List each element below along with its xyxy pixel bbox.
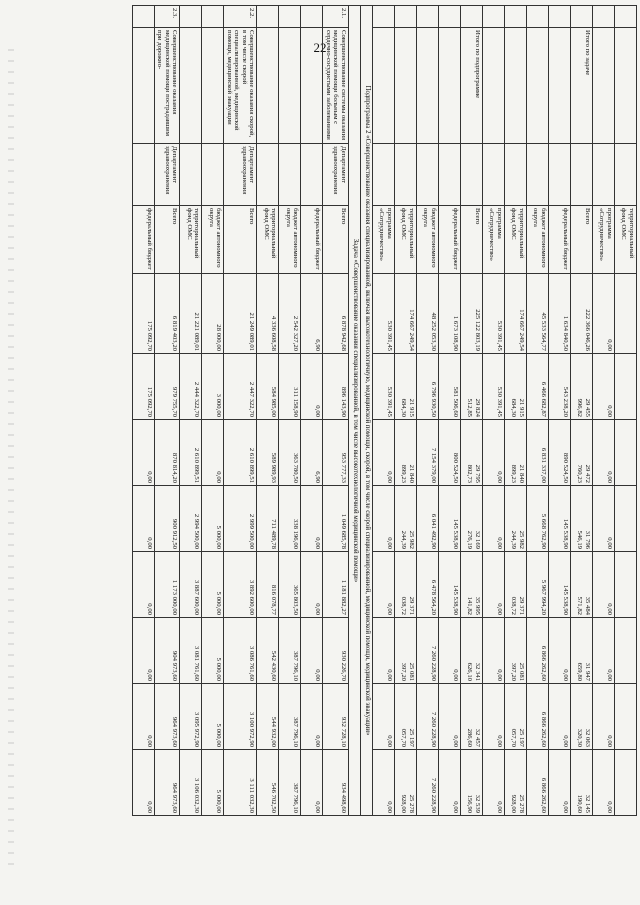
amount-cell: 3 111 032,30 <box>224 750 257 816</box>
amount-cell: 5 000,00 <box>202 486 224 552</box>
table-row <box>417 6 439 816</box>
amount-cell: 589 989,93 <box>257 420 279 486</box>
row-name-cell <box>279 28 301 144</box>
amount-cell: 29 795 802,73 <box>461 420 483 486</box>
amount-cell: 7 260 228,90 <box>417 684 439 750</box>
funding-source-cell: Всего <box>571 206 593 274</box>
table-row <box>257 6 279 816</box>
amount-cell: 964 973,60 <box>155 750 181 816</box>
row-name-cell <box>439 28 461 144</box>
amount-cell: 0,00 <box>439 684 461 750</box>
amount-cell: 0,00 <box>373 750 395 816</box>
executor-cell <box>527 144 549 206</box>
row-name-cell <box>180 28 202 144</box>
amount-cell: 28 000,00 <box>202 274 224 354</box>
rotated-table-sheet <box>101 5 637 815</box>
executor-cell <box>279 144 301 206</box>
row-number-cell <box>180 6 202 28</box>
amount-cell: 5 000,00 <box>202 750 224 816</box>
amount-cell: 145 538,90 <box>549 552 571 618</box>
amount-cell: 25 982 244,39 <box>505 486 527 552</box>
amount-cell: 4 336 608,58 <box>257 274 279 354</box>
row-number-cell <box>301 6 323 28</box>
amount-cell: 543 238,20 <box>549 354 571 420</box>
amount-cell: 29 472 760,23 <box>571 420 593 486</box>
amount-cell: 45 533 564,77 <box>527 274 549 354</box>
table-row <box>527 6 549 816</box>
amount-cell: 225 122 803,19 <box>461 274 483 354</box>
amount-cell: 0,00 <box>593 552 615 618</box>
row-name-cell <box>373 28 395 144</box>
row-number-cell: 2.1. <box>323 6 349 28</box>
amount-cell: 904 973,60 <box>155 618 181 684</box>
row-number-cell <box>571 6 593 28</box>
funding-source-cell: программа «Сотрудничество» <box>373 206 395 274</box>
row-name-cell <box>549 28 571 144</box>
amount-cell: 0,00 <box>133 486 155 552</box>
amount-cell: 0,00 <box>593 354 615 420</box>
row-number-cell <box>439 6 461 28</box>
amount-cell: 3 000,00 <box>202 354 224 420</box>
amount-cell: 5 000,00 <box>202 618 224 684</box>
table-row <box>224 6 257 816</box>
amount-cell: 800 524,50 <box>439 420 461 486</box>
row-number-cell <box>417 6 439 28</box>
funding-source-cell: программа «Сотрудничество» <box>483 206 505 274</box>
funding-source-cell: федеральный бюджет <box>301 206 323 274</box>
amount-cell <box>615 486 637 552</box>
amount-cell: 0,00 <box>483 750 505 816</box>
amount-cell: 32 457 286,60 <box>461 684 483 750</box>
amount-cell: 363 780,50 <box>279 420 301 486</box>
amount-cell: 32 539 156,90 <box>461 750 483 816</box>
executor-cell <box>301 144 323 206</box>
funding-source-cell: бюджет автономного округа <box>527 206 549 274</box>
table-row <box>395 6 417 816</box>
amount-cell: 0,00 <box>593 684 615 750</box>
row-number-cell <box>202 6 224 28</box>
amount-cell <box>615 274 637 354</box>
table-row <box>505 6 527 816</box>
amount-cell: 1 673 108,90 <box>439 274 461 354</box>
amount-cell: 32 145 190,60 <box>571 750 593 816</box>
row-number-cell <box>593 6 615 28</box>
row-name-cell <box>133 28 155 144</box>
executor-cell <box>202 144 224 206</box>
amount-cell: 25 982 244,39 <box>395 486 417 552</box>
amount-cell: 0,00 <box>373 618 395 684</box>
funding-source-cell: федеральный бюджет <box>439 206 461 274</box>
amount-cell: 25 278 928,00 <box>505 750 527 816</box>
amount-cell: 6,90 <box>301 274 323 354</box>
funding-source-cell: территориальный фонд ОМС <box>615 206 637 274</box>
amount-cell: 890 524,50 <box>549 420 571 486</box>
amount-cell: 542 430,60 <box>257 618 279 684</box>
executor-cell <box>133 144 155 206</box>
amount-cell: 2 994 500,00 <box>180 486 202 552</box>
row-name-cell <box>202 28 224 144</box>
table-row <box>549 6 571 816</box>
amount-cell: 48 252 053,30 <box>417 274 439 354</box>
amount-cell: 0,00 <box>593 420 615 486</box>
amount-cell: 6 831 337,00 <box>527 420 549 486</box>
row-number-cell <box>395 6 417 28</box>
table-row <box>323 6 349 816</box>
funding-source-cell: Всего <box>323 206 349 274</box>
table-row <box>373 6 395 816</box>
amount-cell <box>615 354 637 420</box>
executor-cell: Департамент здравоохранения <box>323 144 349 206</box>
amount-cell: 0,00 <box>301 684 323 750</box>
table-row <box>593 6 615 816</box>
row-name-cell: Итого по задаче <box>571 28 593 144</box>
row-name-cell <box>257 28 279 144</box>
amount-cell: 29 371 038,72 <box>505 552 527 618</box>
executor-cell <box>257 144 279 206</box>
amount-cell: 3 106 032,30 <box>180 750 202 816</box>
amount-cell: 29 455 996,82 <box>571 354 593 420</box>
row-name-cell <box>527 28 549 144</box>
amount-cell: 35 484 571,82 <box>571 552 593 618</box>
amount-cell: 6 041 492,90 <box>417 486 439 552</box>
amount-cell: 0,00 <box>549 684 571 750</box>
amount-cell: 0,00 <box>483 420 505 486</box>
amount-cell: 7 154 379,00 <box>417 420 439 486</box>
amount-cell: 2 610 899,51 <box>224 420 257 486</box>
amount-cell: 32 341 626,10 <box>461 618 483 684</box>
row-name-cell <box>593 28 615 144</box>
amount-cell: 31 947 659,80 <box>571 618 593 684</box>
amount-cell: 6,90 <box>301 420 323 486</box>
amount-cell: 0,00 <box>133 552 155 618</box>
amount-cell: 0,00 <box>373 420 395 486</box>
amount-cell <box>615 420 637 486</box>
amount-cell: 25 197 057,70 <box>505 684 527 750</box>
amount-cell <box>615 684 637 750</box>
amount-cell: 3 100 972,90 <box>224 684 257 750</box>
amount-cell: 311 158,90 <box>279 354 301 420</box>
funding-source-cell: Всего <box>224 206 257 274</box>
amount-cell: 174 667 249,54 <box>395 274 417 354</box>
amount-cell: 0,00 <box>133 750 155 816</box>
amount-cell: 530 391,45 <box>373 274 395 354</box>
amount-cell: 175 092,70 <box>133 274 155 354</box>
amount-cell: 0,00 <box>593 274 615 354</box>
amount-cell: 0,00 <box>301 354 323 420</box>
amount-cell: 5 000,00 <box>202 552 224 618</box>
amount-cell: 0,00 <box>301 750 323 816</box>
amount-cell: 21 915 684,30 <box>395 354 417 420</box>
executor-cell <box>417 144 439 206</box>
row-number-cell <box>461 6 483 28</box>
row-number-cell <box>549 6 571 28</box>
row-name-cell <box>395 28 417 144</box>
table-row <box>180 6 202 816</box>
amount-cell: 979 755,70 <box>155 354 181 420</box>
table-row <box>461 6 483 816</box>
amount-cell: 546 702,50 <box>257 750 279 816</box>
row-name-cell: Итого по подпрограмме <box>461 28 483 144</box>
executor-cell <box>571 144 593 206</box>
amount-cell: 145 538,90 <box>439 486 461 552</box>
amount-cell: 1 049 685,78 <box>323 486 349 552</box>
row-name-cell: Совершенствование оказания медицинской помощи пострадавшим при дорожно- <box>155 28 181 144</box>
executor-cell <box>549 144 571 206</box>
amount-cell: 0,00 <box>593 750 615 816</box>
row-number-cell <box>279 6 301 28</box>
table-row <box>615 6 637 816</box>
executor-cell <box>180 144 202 206</box>
amount-cell: 1 181 882,27 <box>323 552 349 618</box>
executor-cell <box>593 144 615 206</box>
amount-cell: 21 249 089,01 <box>224 274 257 354</box>
amount-cell: 932 728,10 <box>323 684 349 750</box>
table-row <box>133 6 155 816</box>
funding-source-cell: программа «Сотрудничество» <box>593 206 615 274</box>
amount-cell: 0,00 <box>373 684 395 750</box>
amount-cell: 6 478 564,20 <box>417 552 439 618</box>
section-banner-row <box>361 6 373 816</box>
table-row <box>202 6 224 816</box>
amount-cell: 3 887 600,00 <box>180 552 202 618</box>
row-name-cell <box>615 28 637 144</box>
amount-cell <box>615 552 637 618</box>
amount-cell: 0,00 <box>202 420 224 486</box>
amount-cell: 0,00 <box>373 552 395 618</box>
amount-cell: 6 866 262,60 <box>527 618 549 684</box>
amount-cell: 6 866 262,60 <box>527 750 549 816</box>
executor-cell <box>483 144 505 206</box>
amount-cell: 0,00 <box>439 750 461 816</box>
executor-cell <box>505 144 527 206</box>
row-number-cell: 2.3. <box>155 6 181 28</box>
amount-cell: 3 095 972,90 <box>180 684 202 750</box>
row-number-cell <box>505 6 527 28</box>
table-row <box>279 6 301 816</box>
section-banner: Подпрограмма 2 «Совершенствование оказания специализированной, включая высокотехнологичную, медицинской помощи, скорой, в том числе скорой специализированной, медицинской помощи, медицинской эвакуации» <box>361 6 373 816</box>
amount-cell: 0,00 <box>439 618 461 684</box>
amount-cell: 2 542 327,20 <box>279 274 301 354</box>
amount-cell: 6 796 930,50 <box>417 354 439 420</box>
table-row <box>155 6 181 816</box>
row-number-cell <box>615 6 637 28</box>
amount-cell: 0,00 <box>301 486 323 552</box>
table-row <box>483 6 505 816</box>
amount-cell: 387 796,10 <box>279 684 301 750</box>
funding-source-cell: территориальный фонд ОМС <box>257 206 279 274</box>
amount-cell: 25 278 928,00 <box>395 750 417 816</box>
amount-cell: 0,00 <box>549 750 571 816</box>
page-number: 22 <box>313 40 327 55</box>
amount-cell: 584 985,00 <box>257 354 279 420</box>
amount-cell: 21 915 684,30 <box>505 354 527 420</box>
funding-source-cell: бюджет автономного округа <box>202 206 224 274</box>
amount-cell: 5 000,00 <box>202 684 224 750</box>
funding-source-cell: бюджет автономного округа <box>417 206 439 274</box>
amount-cell: 35 995 141,82 <box>461 552 483 618</box>
row-name-cell <box>301 28 323 144</box>
amount-cell: 6 866 262,60 <box>527 684 549 750</box>
budget-table <box>132 5 637 816</box>
amount-cell: 25 197 057,70 <box>395 684 417 750</box>
amount-cell: 145 538,90 <box>549 486 571 552</box>
row-number-cell: 2.2. <box>224 6 257 28</box>
funding-source-cell: территориальный фонд ОМС <box>505 206 527 274</box>
amount-cell: 6 819 403,20 <box>155 274 181 354</box>
row-name-cell <box>505 28 527 144</box>
executor-cell <box>395 144 417 206</box>
amount-cell: 174 667 249,54 <box>505 274 527 354</box>
funding-source-cell: Всего <box>461 206 483 274</box>
amount-cell: 0,00 <box>133 684 155 750</box>
amount-cell: 7 260 228,90 <box>417 618 439 684</box>
amount-cell: 581 506,60 <box>439 354 461 420</box>
scan-margin-marks <box>8 40 14 870</box>
amount-cell: 25 081 397,20 <box>395 618 417 684</box>
amount-cell: 32 169 276,19 <box>461 486 483 552</box>
amount-cell <box>615 618 637 684</box>
amount-cell <box>615 750 637 816</box>
amount-cell: 7 260 228,90 <box>417 750 439 816</box>
table-row <box>571 6 593 816</box>
amount-cell: 6 466 682,87 <box>527 354 549 420</box>
amount-cell: 222 366 046,26 <box>571 274 593 354</box>
executor-cell <box>461 144 483 206</box>
table-row <box>301 6 323 816</box>
funding-source-cell: Всего <box>155 206 181 274</box>
amount-cell: 0,00 <box>373 486 395 552</box>
funding-source-cell: территориальный фонд ОМС <box>180 206 202 274</box>
amount-cell: 0,00 <box>301 552 323 618</box>
amount-cell: 31 796 546,19 <box>571 486 593 552</box>
amount-cell: 0,00 <box>549 618 571 684</box>
amount-cell: 0,00 <box>133 420 155 486</box>
amount-cell: 896 143,90 <box>323 354 349 420</box>
table-row <box>439 6 461 816</box>
executor-cell <box>373 144 395 206</box>
amount-cell: 6 878 942,68 <box>323 274 349 354</box>
amount-cell: 1 634 840,50 <box>549 274 571 354</box>
amount-cell: 530 391,45 <box>483 274 505 354</box>
amount-cell: 530 391,45 <box>373 354 395 420</box>
amount-cell: 870 814,20 <box>155 420 181 486</box>
row-number-cell <box>527 6 549 28</box>
amount-cell: 0,00 <box>483 486 505 552</box>
amount-cell: 25 081 397,20 <box>505 618 527 684</box>
funding-source-cell: федеральный бюджет <box>549 206 571 274</box>
row-name-cell <box>417 28 439 144</box>
amount-cell: 930 226,70 <box>323 618 349 684</box>
row-name-cell <box>483 28 505 144</box>
amount-cell: 3 081 761,60 <box>180 618 202 684</box>
row-number-cell <box>373 6 395 28</box>
amount-cell: 900 912,50 <box>155 486 181 552</box>
executor-cell <box>439 144 461 206</box>
amount-cell: 0,00 <box>301 618 323 684</box>
amount-cell: 5 668 762,90 <box>527 486 549 552</box>
amount-cell: 145 538,90 <box>439 552 461 618</box>
amount-cell: 530 391,45 <box>483 354 505 420</box>
amount-cell: 2 444 322,70 <box>180 354 202 420</box>
row-name-cell: Совершенствование системы оказания медицинской помощи больным с сердечно-сосудистыми заболеваниями <box>323 28 349 144</box>
amount-cell: 338 196,00 <box>279 486 301 552</box>
amount-cell: 387 796,10 <box>279 618 301 684</box>
amount-cell: 365 803,50 <box>279 552 301 618</box>
amount-cell: 1 173 000,00 <box>155 552 181 618</box>
amount-cell: 2 610 899,51 <box>180 420 202 486</box>
amount-cell: 0,00 <box>133 618 155 684</box>
amount-cell: 21 840 899,23 <box>395 420 417 486</box>
amount-cell: 964 973,60 <box>155 684 181 750</box>
amount-cell: 21 221 089,01 <box>180 274 202 354</box>
amount-cell: 5 967 994,20 <box>527 552 549 618</box>
amount-cell: 953 777,33 <box>323 420 349 486</box>
amount-cell: 29 824 512,85 <box>461 354 483 420</box>
section-banner: Задача «Совершенствование оказания специализированной, в том числе высокотехнологичной медицинской помощи» <box>349 6 361 816</box>
executor-cell <box>615 144 637 206</box>
amount-cell: 544 932,00 <box>257 684 279 750</box>
amount-cell: 0,00 <box>483 618 505 684</box>
amount-cell: 3 892 600,00 <box>224 552 257 618</box>
amount-cell: 0,00 <box>483 684 505 750</box>
row-number-cell <box>133 6 155 28</box>
amount-cell: 29 371 038,72 <box>395 552 417 618</box>
amount-cell: 816 078,77 <box>257 552 279 618</box>
amount-cell: 175 092,70 <box>133 354 155 420</box>
amount-cell: 934 498,60 <box>323 750 349 816</box>
amount-cell: 387 796,10 <box>279 750 301 816</box>
amount-cell: 0,00 <box>593 618 615 684</box>
amount-cell: 2 999 500,00 <box>224 486 257 552</box>
amount-cell: 21 840 899,23 <box>505 420 527 486</box>
executor-cell: Департамент здравоохранения <box>224 144 257 206</box>
amount-cell: 0,00 <box>483 552 505 618</box>
amount-cell: 0,00 <box>593 486 615 552</box>
executor-cell: Департамент здравоохранения <box>155 144 181 206</box>
funding-source-cell: территориальный фонд ОМС <box>395 206 417 274</box>
amount-cell: 711 489,78 <box>257 486 279 552</box>
funding-source-cell: бюджет автономного округа <box>279 206 301 274</box>
amount-cell: 32 063 320,30 <box>571 684 593 750</box>
amount-cell: 3 086 761,60 <box>224 618 257 684</box>
row-number-cell <box>483 6 505 28</box>
row-number-cell <box>257 6 279 28</box>
section-banner-row <box>349 6 361 816</box>
row-name-cell: Совершенствование оказания скорой, в том числе скорой специализированной, медицинской помощи, медицинской эвакуации <box>224 28 257 144</box>
amount-cell: 2 447 322,70 <box>224 354 257 420</box>
funding-source-cell: федеральный бюджет <box>133 206 155 274</box>
